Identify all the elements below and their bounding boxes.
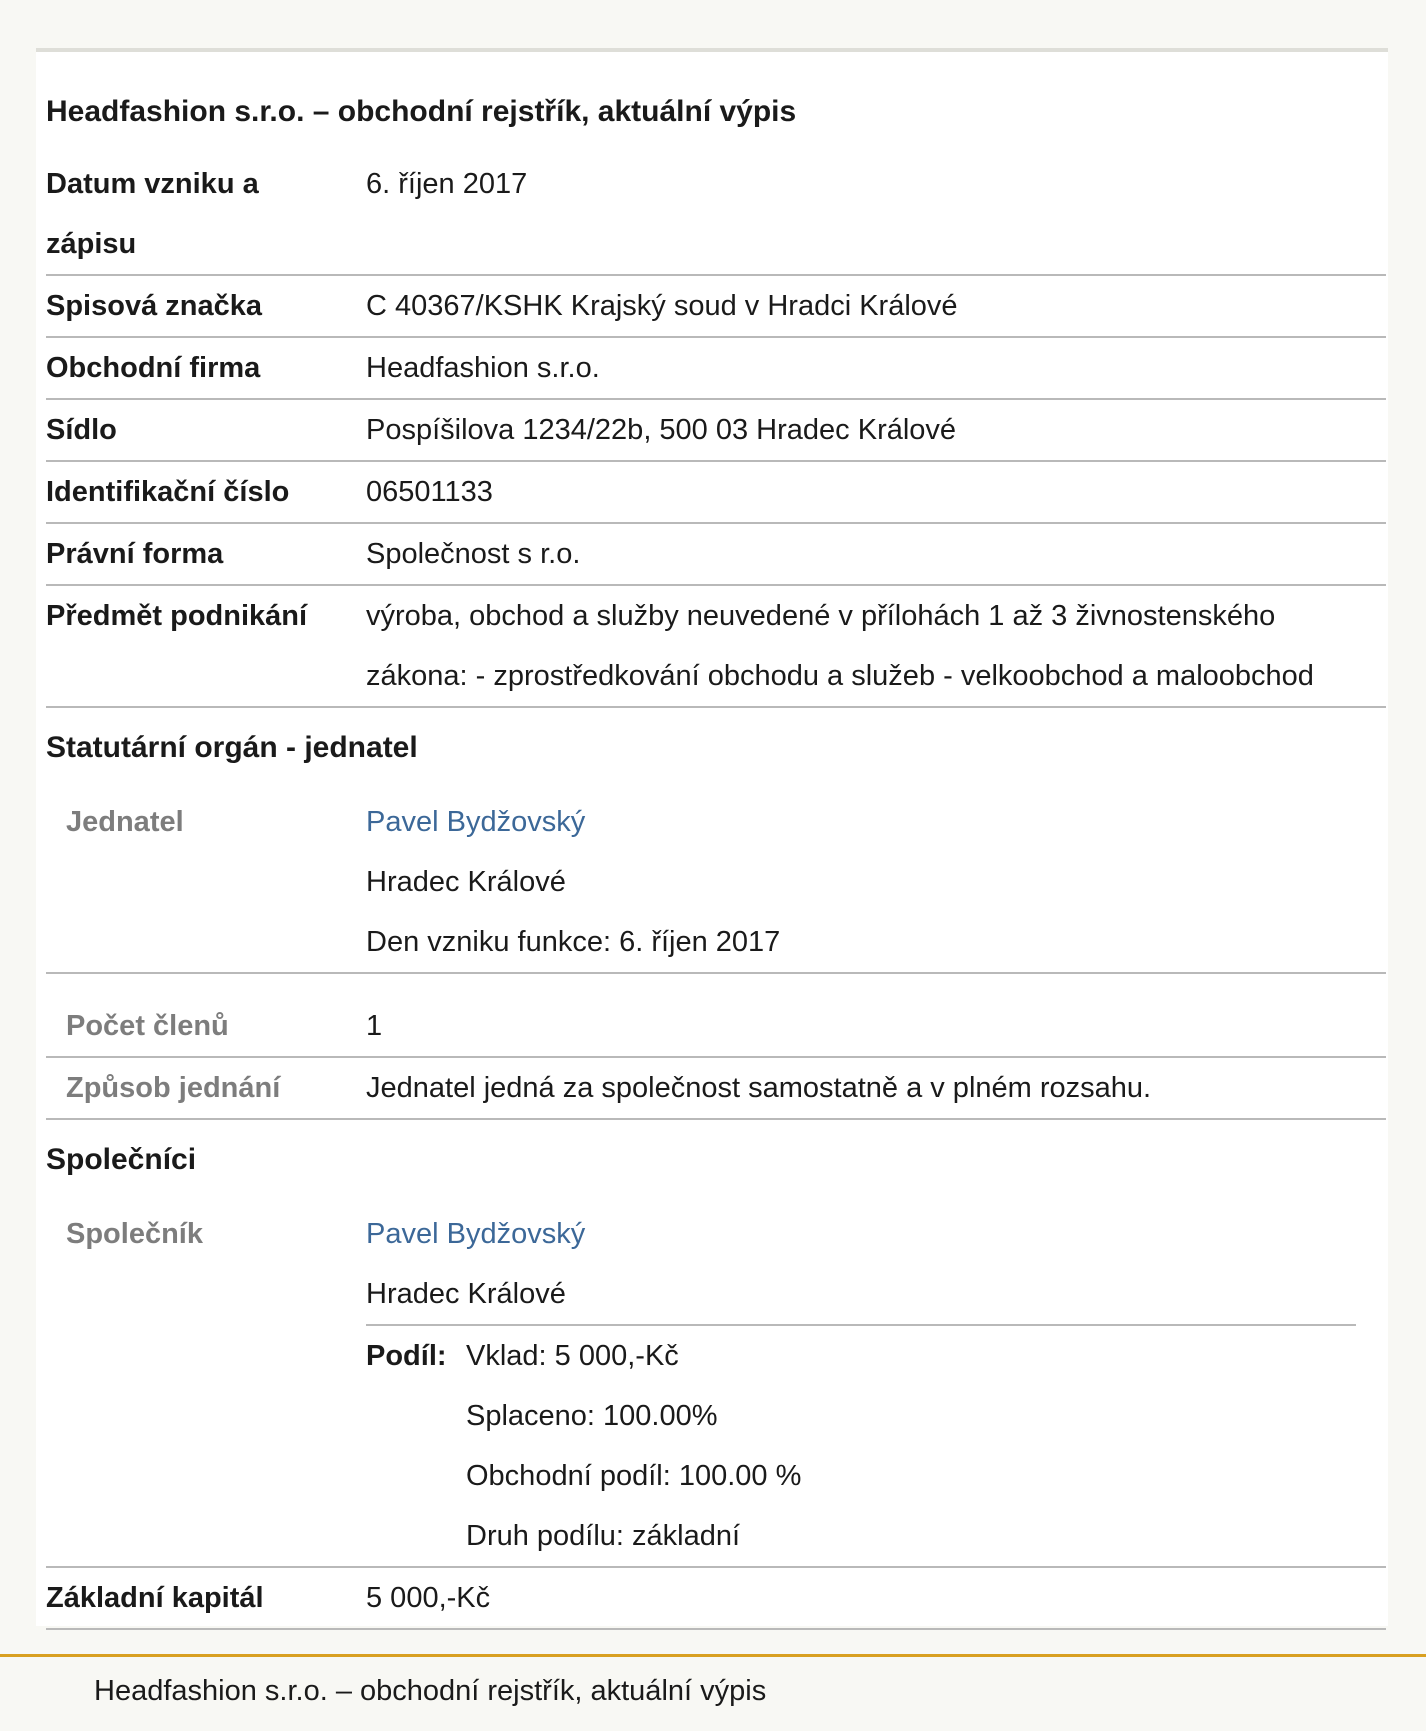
row-value: Společnost s r.o.: [366, 538, 581, 570]
row-label: Společník: [66, 1218, 203, 1250]
row-value: Headfashion s.r.o.: [366, 352, 600, 384]
row-member-count: [46, 974, 1386, 1058]
row-label: Spisová značka: [46, 290, 262, 322]
partner-city: Hradec Králové: [366, 1278, 566, 1310]
row-legal-form: [46, 524, 1386, 586]
row-value: [366, 792, 1386, 972]
director-city: Hradec Králové: [366, 866, 566, 898]
row-value: 06501133: [366, 476, 493, 508]
row-value: 6. říjen 2017: [366, 168, 528, 200]
row-value: C 40367/KSHK Krajský soud v Hradci Králové: [366, 290, 958, 322]
director-name-link[interactable]: Pavel Bydžovský: [366, 806, 586, 838]
row-label: Způsob jednání: [66, 1072, 281, 1104]
share-type: Druh podílu: základní: [466, 1520, 741, 1552]
row-registered-capital: [46, 1568, 1386, 1630]
row-value: výroba, obchod a služby neuvedené v přílohách 1 až 3 živnostenského zákona: - zprostředkování obchodu a služeb - velkoobchod a maloobchod: [366, 600, 1314, 692]
partner-name-link[interactable]: Pavel Bydžovský: [366, 1218, 586, 1250]
row-label: Datum vzniku a zápisu: [46, 168, 259, 260]
registry-panel: [36, 48, 1388, 1626]
share-paid: Splaceno: 100.00%: [466, 1400, 718, 1432]
share-deposit: Vklad: 5 000,-Kč: [466, 1340, 679, 1372]
footer-text: Headfashion s.r.o. – obchodní rejstřík, aktuální výpis: [94, 1675, 767, 1707]
row-label: Sídlo: [46, 414, 117, 446]
row-partner: [46, 1182, 1386, 1568]
section-title-partners: Společníci: [46, 1143, 197, 1176]
page-title: Headfashion s.r.o. – obchodní rejstřík, aktuální výpis: [46, 95, 797, 128]
row-label: Obchodní firma: [46, 352, 261, 384]
row-founding-date: [46, 154, 1386, 276]
row-label: Předmět podnikání: [46, 600, 308, 632]
row-value: Pospíšilova 1234/22b, 500 03 Hradec Králové: [366, 414, 957, 446]
row-business-scope: [46, 586, 1386, 708]
row-value: 5 000,-Kč: [366, 1582, 491, 1614]
footer: [0, 1654, 1426, 1731]
share-block: [366, 1324, 1356, 1566]
share-label: Podíl:: [366, 1340, 447, 1372]
row-value: [366, 1204, 1386, 1566]
row-label: Jednatel: [66, 806, 184, 838]
row-seat: [46, 400, 1386, 462]
section-title-statutory: Statutární orgán - jednatel: [46, 731, 418, 764]
row-acting-method: [46, 1058, 1386, 1120]
row-label: Počet členů: [66, 1010, 229, 1042]
row-value: Jednatel jedná za společnost samostatně a v plném rozsahu.: [366, 1072, 1152, 1104]
row-label: Právní forma: [46, 538, 224, 570]
row-company-name: [46, 338, 1386, 400]
registry-content: [46, 92, 1386, 1630]
row-label: Identifikační číslo: [46, 476, 290, 508]
row-director: [46, 770, 1386, 974]
row-file-number: [46, 276, 1386, 338]
share-values: [466, 1326, 801, 1566]
row-id-number: [46, 462, 1386, 524]
share-business: Obchodní podíl: 100.00 %: [466, 1460, 802, 1492]
director-since: Den vzniku funkce: 6. říjen 2017: [366, 926, 781, 958]
row-value: 1: [366, 1010, 383, 1042]
row-label: Základní kapitál: [46, 1582, 264, 1614]
